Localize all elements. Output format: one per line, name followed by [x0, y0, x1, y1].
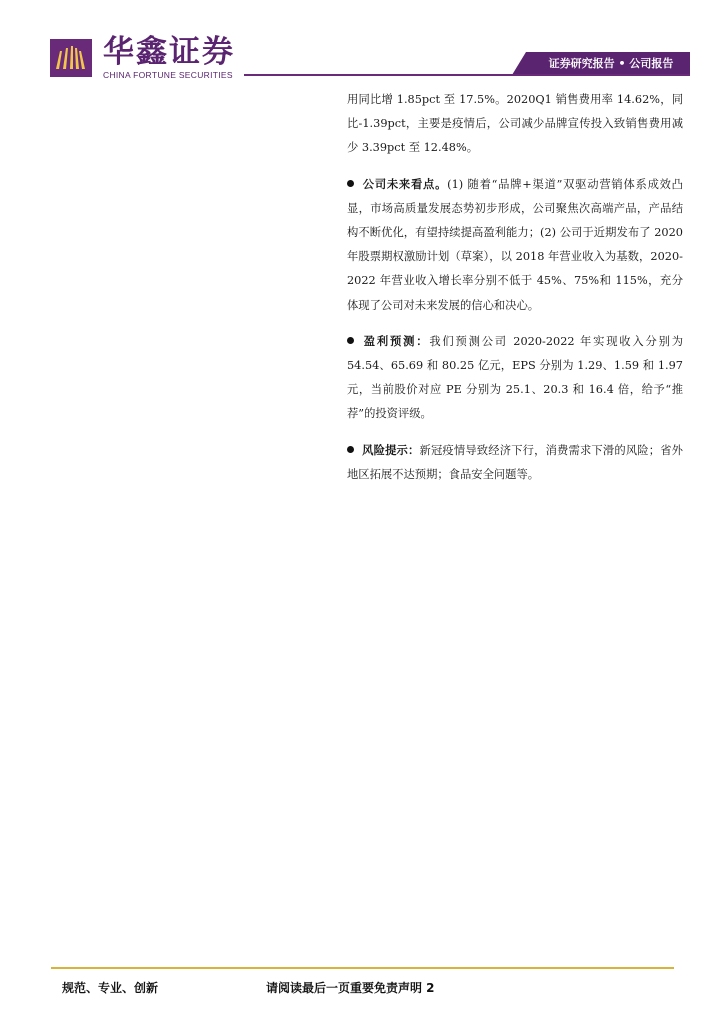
logo-glyph-icon [54, 45, 88, 71]
report-body [347, 88, 683, 487]
bullet-dot-icon [347, 180, 354, 187]
paragraph-continued: 用同比增 1.85pct 至 17.5%。2020Q1 销售费用率 14.62%，同比-1.39pct，主要是疫情后，公司减少品牌宣传投入致销售费用减少 3.39pct 至 12.48%。 [347, 93, 683, 155]
company-logo-english: CHINA FORTUNE SECURITIES [103, 70, 233, 80]
bullet-future-highlights [347, 173, 683, 318]
bullet-dot-icon [347, 337, 354, 344]
bullet-text: (1) 随着“品牌+渠道”双驱动营销体系成效凸显，市场高质量发展态势初步形成，公司聚焦次高端产品，产品结构不断优化，有望持续提高盈利能力；(2) 公司于近期发布了 2020 年股票期权激励计划（草案），以 2018 年营业收入为基数，2020-2022 年营业收入增长率分别不低于 45%、75%和 115%，充分体现了公司对未来发展的信心和决心。 [347, 177, 683, 312]
bullet-title: 盈利预测： [362, 334, 430, 348]
report-type-label: 证券研究报告 • 公司报告 [548, 57, 674, 70]
bullet-text: 我们预测公司 2020-2022 年实现收入分别为 54.54、65.69 和 80.25 亿元，EPS 分别为 1.29、1.59 和 1.97 元，当前股价对应 PE 分别为 25.1、20.3 和 16.4 倍，给予“推荐”的投资评级。 [347, 334, 683, 421]
footer-disclaimer-page: 请阅读最后一页重要免责声明 2 [266, 981, 435, 995]
bullet-title: 风险提示： [362, 443, 420, 457]
footer-divider [51, 967, 674, 969]
bullet-title: 公司未来看点。 [362, 177, 448, 191]
company-logo-name: 华鑫证券 [103, 34, 235, 70]
header-divider [244, 74, 690, 76]
bullet-risk-warning [347, 439, 683, 487]
bullet-earnings-forecast [347, 330, 683, 427]
company-logo-mark [50, 39, 92, 77]
footer-slogan: 规范、专业、创新 [62, 981, 159, 995]
bullet-text: 新冠疫情导致经济下行，消费需求下滑的风险；省外地区拓展不达预期；食品安全问题等。 [347, 443, 683, 481]
bullet-dot-icon [347, 446, 354, 453]
